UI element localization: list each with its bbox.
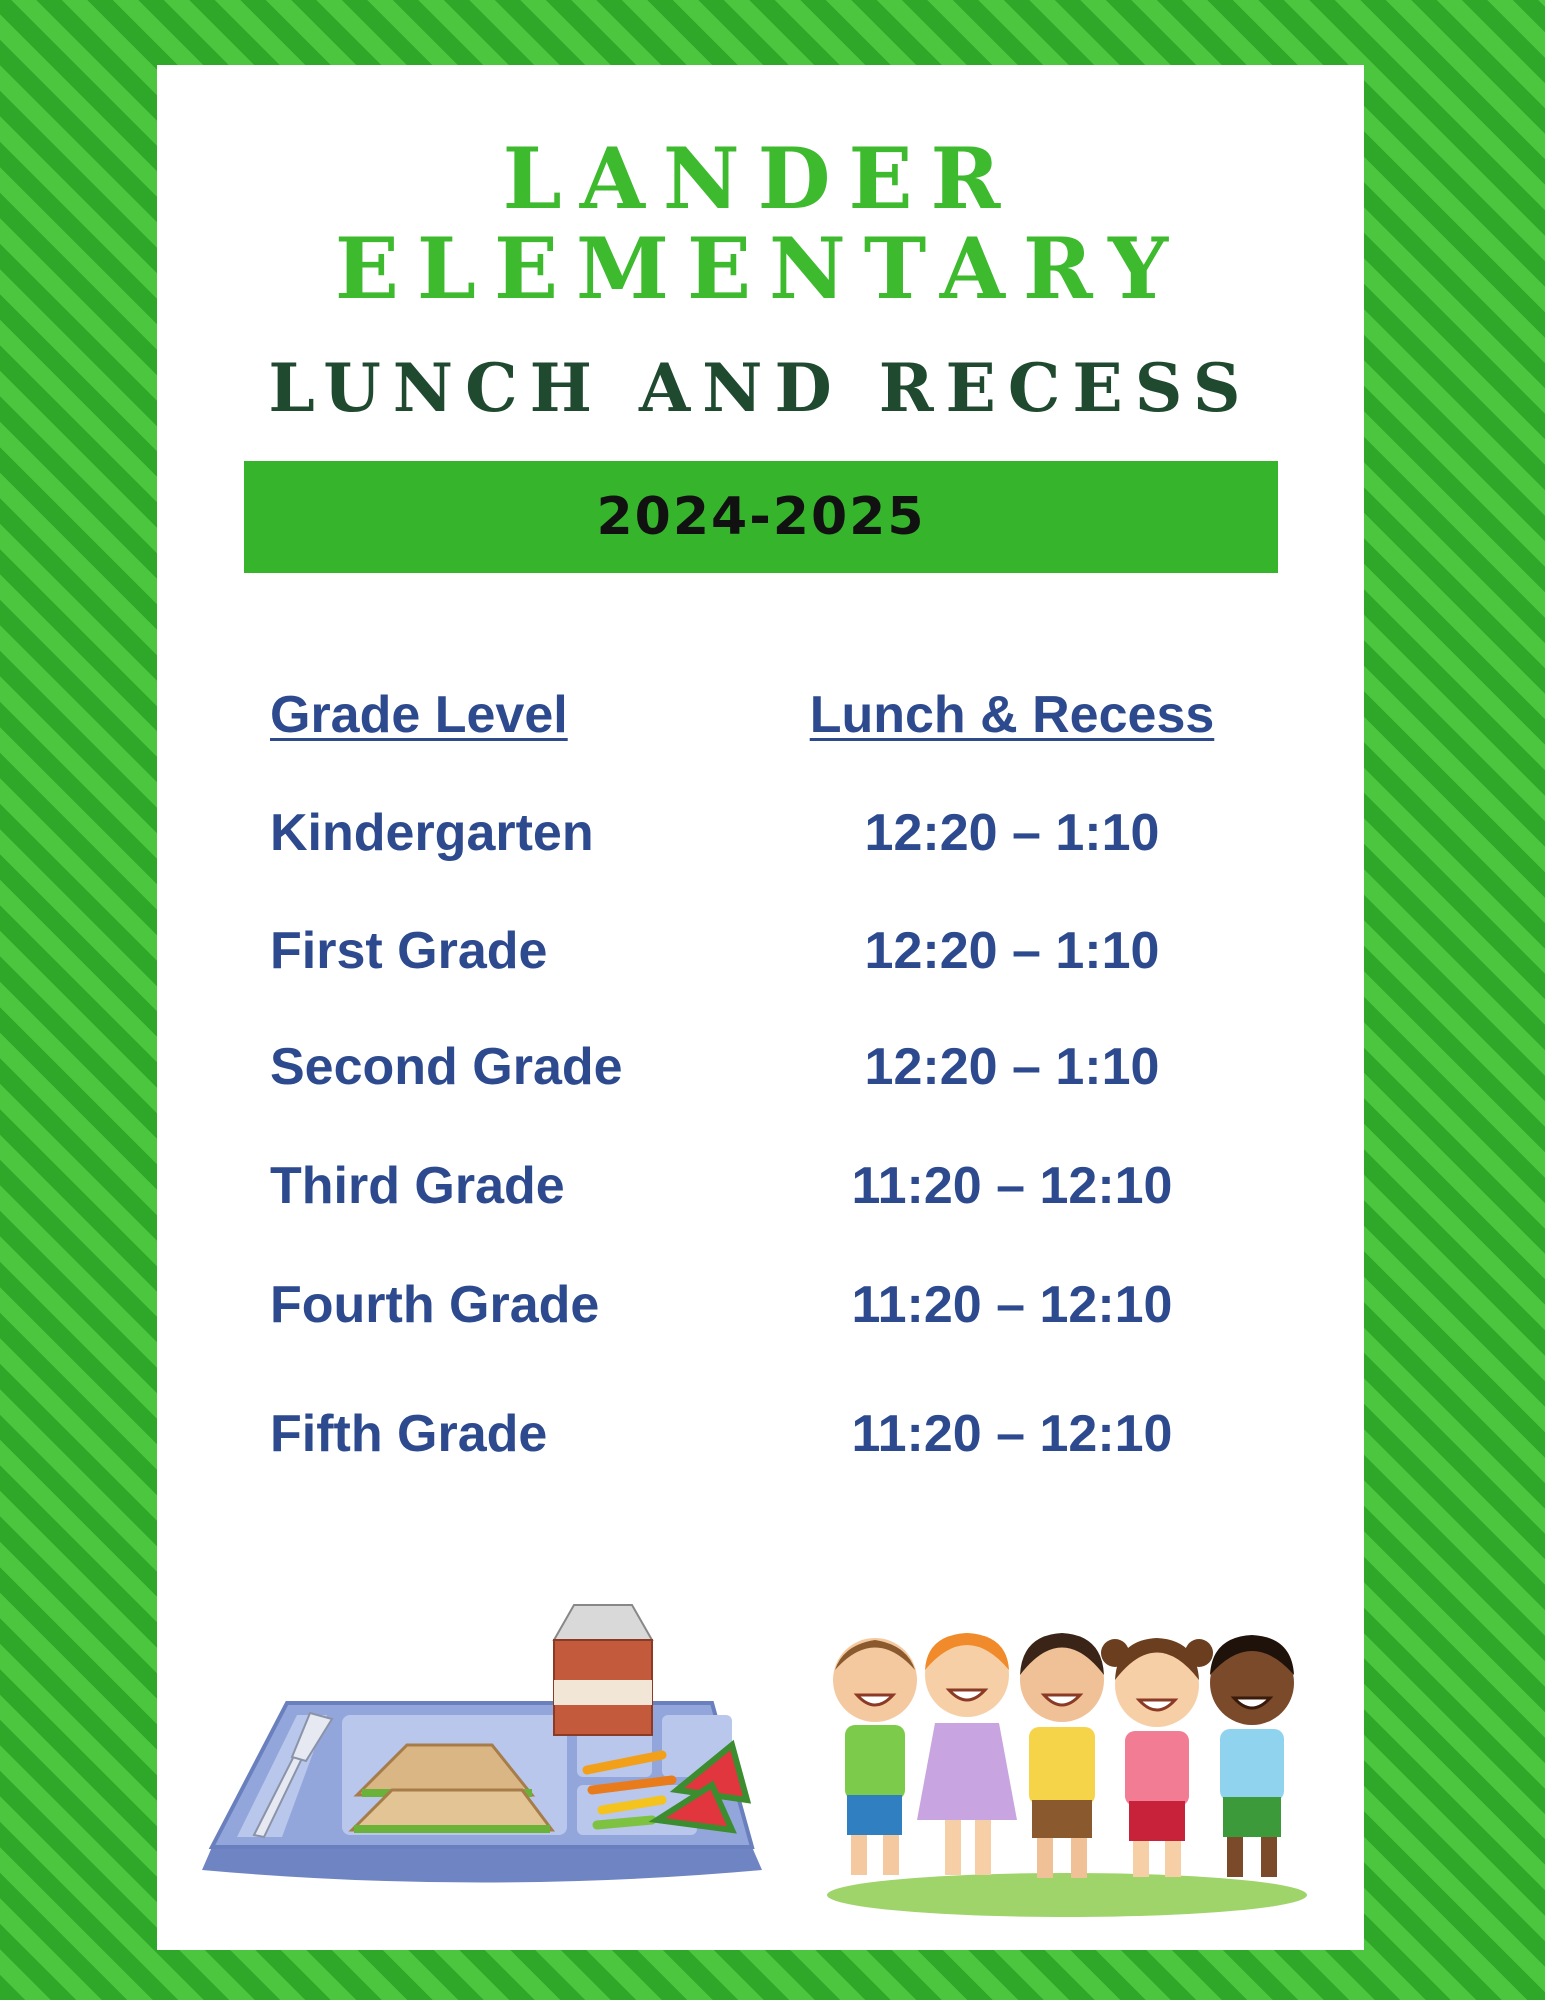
time-cell: 11:20 – 12:10 [851, 1157, 1173, 1215]
time-cell: 12:20 – 1:10 [864, 1038, 1160, 1096]
lunch-recess-header: Lunch & Recess [809, 686, 1215, 744]
grade-cell: Kindergarten [270, 804, 594, 862]
grade-cell: First Grade [270, 922, 548, 980]
time-cell: 11:20 – 12:10 [851, 1276, 1173, 1334]
kids-group-illustration [817, 1605, 1317, 1925]
grade-cell: Fifth Grade [270, 1405, 548, 1463]
school-name-line1: LANDER [502, 129, 1019, 228]
grade-cell: Fourth Grade [270, 1276, 600, 1334]
flyer-card [157, 65, 1364, 1950]
grade-cell: Third Grade [270, 1157, 565, 1215]
grade-level-header: Grade Level [270, 686, 568, 744]
time-cell: 12:20 – 1:10 [864, 804, 1160, 862]
time-cell: 11:20 – 12:10 [851, 1405, 1173, 1463]
time-cell: 12:20 – 1:10 [864, 922, 1160, 980]
school-year: 2024-2025 [596, 487, 926, 547]
grade-cell: Second Grade [270, 1038, 623, 1096]
page-title: LUNCH AND RECESS [268, 349, 1253, 427]
lunch-tray-illustration [192, 1585, 772, 1895]
school-name-line2: ELEMENTARY [334, 219, 1187, 318]
